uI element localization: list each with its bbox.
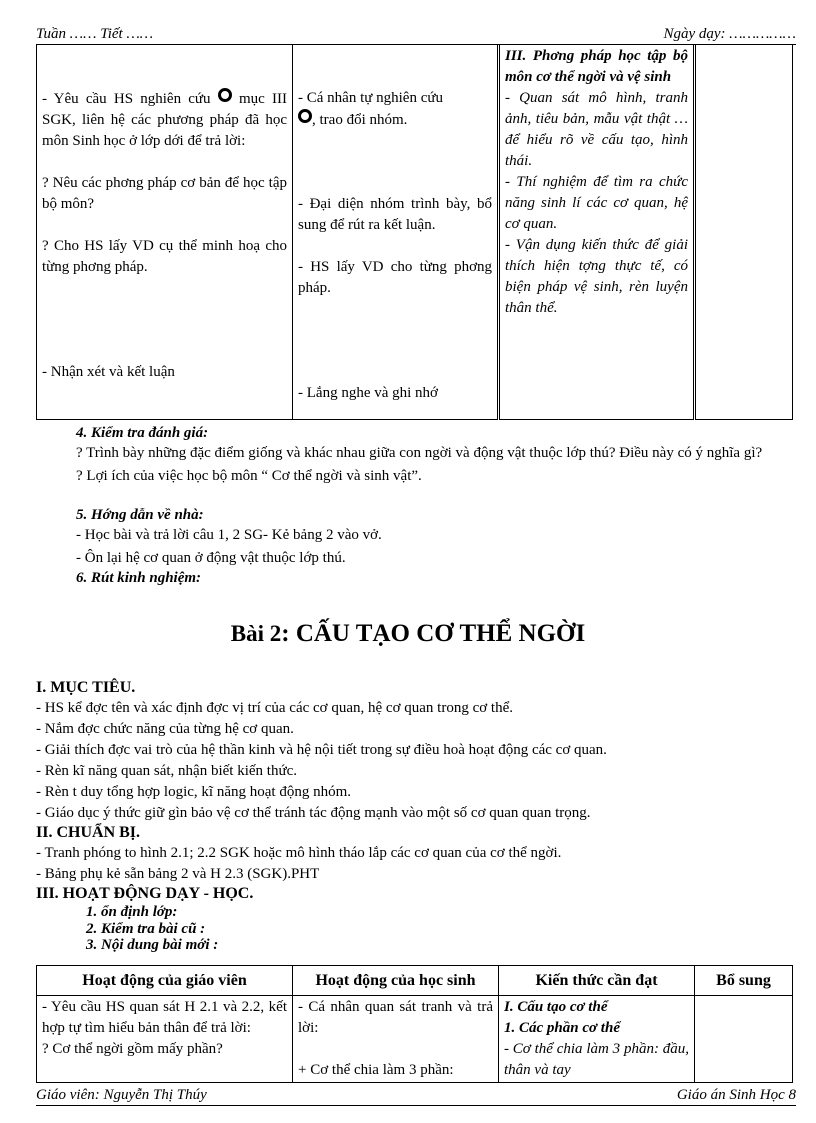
teacher-step-3: ? Cho HS lấy VD cụ thể minh hoạ cho từng phơng pháp. <box>42 238 287 275</box>
lesson-number: Bài 2 <box>230 621 282 646</box>
teacher-activity-cell <box>37 45 293 420</box>
assessment-question-1: ? Trình bày những đặc điểm giống và khác nhau giữa con ngời và động vật thuộc lớp thú? Điều này có ý nghĩa gì? <box>76 445 763 461</box>
knowledge-cell <box>499 996 695 1083</box>
objective-item: - Giáo dục ý thức giữ gìn bảo vệ cơ thể tránh tác động mạnh vào một số cơ quan quan trọng. <box>36 805 591 821</box>
teacher-step-2: ? Nêu các phơng pháp cơ bản để học tập bộ môn? <box>42 175 287 212</box>
lesson-table-new <box>36 965 793 1083</box>
preparation-heading: II. CHUẨN BỊ. <box>36 824 141 841</box>
student-activity-cell <box>293 45 499 420</box>
knowledge-subheading: 1. Các phần cơ thể <box>504 1020 620 1036</box>
preparation-item: - Tranh phóng to hình 2.1; 2.2 SGK hoặc mô hình tháo lắp các cơ quan của cơ thể ngời. <box>36 845 562 861</box>
preparation-item: - Bảng phụ kẻ sẵn bảng 2 và H 2.3 (SGK).PHT <box>36 866 320 882</box>
lesson-table-continued <box>36 44 793 420</box>
teacher-activity-cell <box>37 996 293 1083</box>
page-header <box>36 22 796 45</box>
footer-teacher: Giáo viên: Nguyễn Thị Thúy <box>36 1087 207 1103</box>
objective-item: - Rèn kĩ năng quan sát, nhận biết kiến thức. <box>36 763 297 779</box>
knowledge-bullet-3: - Vận dụng kiến thức để giải thích hiện tợng thực tế, có biện pháp vệ sinh, rèn luyện thân thể. <box>505 237 688 316</box>
col-header-teacher: Hoạt động của giáo viên <box>37 966 293 996</box>
assessment-heading: 4. Kiểm tra đánh giá: <box>76 425 209 441</box>
col-header-supplement: Bổ sung <box>695 966 793 996</box>
header-teaching-date: Ngày dạy: …………… <box>663 26 796 42</box>
circle-bullet-icon <box>298 109 312 123</box>
lesson-title <box>0 620 816 648</box>
teacher-question: ? Cơ thể ngời gồm mấy phần? <box>42 1041 223 1057</box>
objective-item: - Giải thích đợc vai trò của hệ thần kinh và hệ nội tiết trong sự điều hoà hoạt động các cơ quan. <box>36 742 607 758</box>
footer-subject: Giáo án Sinh Học 8 <box>676 1087 796 1103</box>
teacher-step-4: - Nhận xét và kết luận <box>42 364 175 380</box>
objective-item: - Rèn t duy tổng hợp logic, kĩ năng hoạt động nhóm. <box>36 784 351 800</box>
homework-line-2: - Ôn lại hệ cơ quan ở động vật thuộc lớp thú. <box>76 550 346 566</box>
lesson-name: : CẤU TẠO CƠ THỂ NGỜI <box>281 620 586 647</box>
homework-line-1: - Học bài và trả lời câu 1, 2 SG- Kẻ bảng 2 vào vở. <box>76 527 382 543</box>
section-homework <box>36 505 796 588</box>
student-step-1b: , trao đổi nhóm. <box>312 112 408 128</box>
homework-heading: 5. Hớng dẫn về nhà: <box>76 507 204 523</box>
student-step-2: - Đại diện nhóm trình bày, bổ sung để rút ra kết luận. <box>298 196 492 233</box>
knowledge-bullet-2: - Thí nghiệm để tìm ra chức năng sinh lí các cơ quan, hệ cơ quan. <box>505 174 688 232</box>
assessment-question-2: ? Lợi ích của việc học bộ môn “ Cơ thể ngời và sinh vật”. <box>76 468 422 484</box>
knowledge-cell <box>499 45 695 420</box>
knowledge-heading: III. Phơng pháp học tập bộ môn cơ thể ngời và vệ sinh <box>505 48 688 85</box>
knowledge-bullet-1: - Quan sát mô hình, tranh ảnh, tiêu bản, mẫu vật thật … để hiểu rõ về cấu tạo, hình thái. <box>505 90 688 169</box>
supplement-cell <box>695 45 793 420</box>
student-answer: + Cơ thể chia làm 3 phần: <box>298 1062 454 1078</box>
student-activity-cell <box>293 996 499 1083</box>
step-check-old-lesson: 2. Kiểm tra bài cũ : <box>86 921 206 937</box>
knowledge-heading: I. Cấu tạo cơ thể <box>504 999 608 1015</box>
knowledge-text: - Cơ thể chia làm 3 phần: đầu, thân và tay <box>504 1041 689 1078</box>
page-footer <box>36 1087 796 1106</box>
teacher-step-1b: mục III SGK, liên hệ các phương pháp đã học môn Sinh học ở lớp dới để trả lời: <box>42 91 288 149</box>
col-header-knowledge: Kiến thức cần đạt <box>499 966 695 996</box>
section-assessment <box>36 423 796 486</box>
step-class-order: 1. ổn định lớp: <box>86 904 178 920</box>
student-step-4: - Lắng nghe và ghi nhớ <box>298 385 438 401</box>
student-step-1a: - Cá nhân tự nghiên cứu <box>298 90 443 106</box>
header-week-period: Tuần …… Tiết …… <box>36 26 154 42</box>
student-response: - Cá nhân quan sát tranh và trả lời: <box>298 999 493 1036</box>
teacher-step-1a: - Yêu cầu HS nghiên cứu <box>42 91 211 107</box>
objectives-heading: I. MỤC TIÊU. <box>36 679 136 696</box>
student-step-3: - HS lấy VD cho từng phơng pháp. <box>298 259 492 296</box>
supplement-cell <box>695 996 793 1083</box>
circle-bullet-icon <box>218 88 232 102</box>
objective-item: - HS kể đợc tên và xác định đợc vị trí của các cơ quan, hệ cơ quan trong cơ thể. <box>36 700 513 716</box>
section-objectives <box>36 678 796 953</box>
step-new-content: 3. Nội dung bài mới : <box>86 937 219 953</box>
teacher-instruction: - Yêu cầu HS quan sát H 2.1 và 2.2, kết hợp tự tìm hiểu bản thân để trả lời: <box>42 999 287 1036</box>
objective-item: - Nắm đợc chức năng của từng hệ cơ quan. <box>36 721 294 737</box>
activities-heading: III. HOẠT ĐỘNG DẠY - HỌC. <box>36 885 254 902</box>
col-header-student: Hoạt động của học sinh <box>293 966 499 996</box>
experience-heading: 6. Rút kinh nghiệm: <box>76 570 202 586</box>
